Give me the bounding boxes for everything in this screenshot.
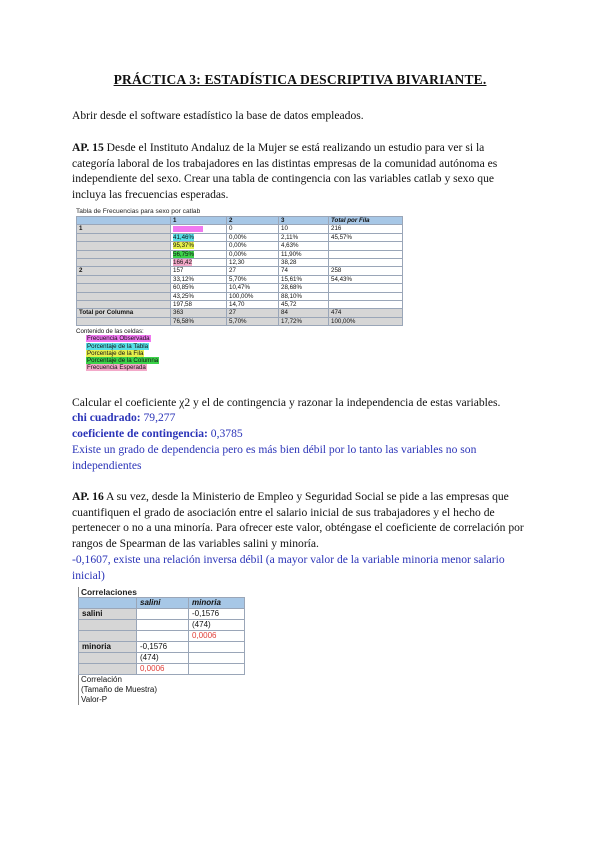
- table-cell: 10,47%: [227, 284, 279, 292]
- intro-text: Abrir desde el software estadístico la base de datos empleados.: [72, 109, 364, 122]
- table-cell: [189, 642, 245, 653]
- table-cell: [171, 250, 227, 258]
- table-cell: [329, 301, 403, 309]
- table-cell: 45,72: [279, 301, 329, 309]
- header-cell: salini: [137, 598, 189, 609]
- table-row: [79, 664, 245, 675]
- header-cell: [79, 598, 137, 609]
- table-cell: [329, 259, 403, 267]
- table-row: [77, 301, 403, 309]
- row-label: [77, 250, 171, 258]
- chi-result: [72, 410, 527, 426]
- table-cell: 11,90%: [279, 250, 329, 258]
- legend-label: Porcentaje de la Tabla: [87, 342, 149, 350]
- row-label: [77, 242, 171, 250]
- table-cell: 0,00%: [227, 242, 279, 250]
- row-label: [77, 259, 171, 267]
- p-value-cell: 0,0006: [137, 664, 189, 675]
- ap15-label: AP. 15: [72, 141, 104, 154]
- table-cell: 0: [227, 225, 279, 233]
- table-cell: 100,00%: [227, 292, 279, 300]
- legend-item: [76, 350, 402, 357]
- table-header-row: [79, 598, 245, 609]
- legend-item: [76, 335, 402, 342]
- table-header-row: [77, 217, 403, 225]
- table-cell: 4,63%: [279, 242, 329, 250]
- table-cell: 474: [329, 309, 403, 317]
- highlighted-value: 95,37%: [173, 242, 194, 250]
- table-cell: 74: [279, 267, 329, 275]
- table-cell: -0,1576: [189, 609, 245, 620]
- chi-label: chi cuadrado:: [72, 411, 141, 424]
- contingency-table-block: [76, 208, 402, 388]
- ap16-answer: -0,1607, existe una relación inversa débil (a mayor valor de la variable minoria menor salario inicial): [72, 553, 505, 582]
- row-label: [79, 631, 137, 642]
- row-label: [79, 620, 137, 631]
- row-label: [77, 275, 171, 283]
- total-row: [77, 309, 403, 317]
- table-cell: 84: [279, 309, 329, 317]
- table-cell: 216: [329, 225, 403, 233]
- table-cell: [329, 284, 403, 292]
- table-cell: [171, 259, 227, 267]
- table-row: [77, 284, 403, 292]
- table-cell: [171, 242, 227, 250]
- highlighted-value: 56,75%: [173, 250, 194, 258]
- ap15-text: Desde el Instituto Andaluz de la Mujer se está realizando un estudio para ver si la categoría laboral de los trabajadores en las distintas empresas de la comunidad autónoma es independiente del sexo. Crear una tabla de contingencia con las variables catlab y sexo que incluya las frecuencias esperadas.: [72, 141, 498, 201]
- table-cell: 157: [171, 267, 227, 275]
- table-cell: 38,28: [279, 259, 329, 267]
- table-cell: [171, 225, 227, 233]
- highlighted-value: 41,46%: [173, 233, 194, 241]
- table-row: [77, 250, 403, 258]
- table-cell: 100,00%: [329, 317, 403, 325]
- table-cell: 33,12%: [171, 275, 227, 283]
- table-cell: (474): [189, 620, 245, 631]
- row-label: [79, 664, 137, 675]
- table-cell: 0,00%: [227, 233, 279, 241]
- table-row: [77, 259, 403, 267]
- legend-label: Frecuencia Observada: [87, 335, 150, 343]
- table-cell: 27: [227, 309, 279, 317]
- table-row: [77, 225, 403, 233]
- table-row: [79, 620, 245, 631]
- footer-line: Correlación: [81, 675, 122, 684]
- row-label: 2: [77, 267, 171, 275]
- table-cell: [329, 292, 403, 300]
- legend-item: [76, 364, 402, 371]
- table-cell: 17,72%: [279, 317, 329, 325]
- cc-label: coeficiente de contingencia:: [72, 427, 208, 440]
- legend-title: Contenido de las celdas:: [76, 328, 144, 336]
- row-label: [77, 292, 171, 300]
- correlation-table: [78, 597, 245, 675]
- row-label: [77, 233, 171, 241]
- p-value-cell: 0,0006: [189, 631, 245, 642]
- table-row: [77, 275, 403, 283]
- table-cell: 0,00%: [227, 250, 279, 258]
- table-cell: [189, 653, 245, 664]
- table-cell: 14,70: [227, 301, 279, 309]
- row-label: [79, 653, 137, 664]
- cc-value: 0,3785: [207, 427, 243, 440]
- table-cell: [137, 631, 189, 642]
- table-cell: 27: [227, 267, 279, 275]
- table-cell: 197,58: [171, 301, 227, 309]
- legend-item: [76, 357, 402, 364]
- table-cell: [329, 250, 403, 258]
- table-cell: 15,61%: [279, 275, 329, 283]
- table-cell: 88,10%: [279, 292, 329, 300]
- table-cell: -0,1576: [137, 642, 189, 653]
- table-cell: [189, 664, 245, 675]
- correlation-footer: [78, 675, 268, 705]
- legend-label: Porcentaje de la Fila: [87, 349, 144, 357]
- table-cell: (474): [137, 653, 189, 664]
- table-cell: 60,85%: [171, 284, 227, 292]
- row-label: 1: [77, 225, 171, 233]
- table-cell: 258: [329, 267, 403, 275]
- ap15-paragraph: [72, 140, 527, 202]
- table-cell: 45,57%: [329, 233, 403, 241]
- chi-value: 79,277: [140, 411, 176, 424]
- page-title: PRÁCTICA 3: ESTADÍSTICA DESCRIPTIVA BIVARIANTE.: [113, 72, 487, 87]
- legend-item: [76, 343, 402, 350]
- footer-line: Valor-P: [81, 695, 108, 704]
- table-cell: 5,70%: [227, 317, 279, 325]
- chi-question: Calcular el coeficiente χ2 y el de contingencia y razonar la independencia de estas variables.: [72, 396, 501, 409]
- correlation-table-caption: Correlaciones: [78, 587, 268, 597]
- table-cell: 363: [171, 309, 227, 317]
- table-row: [79, 653, 245, 664]
- table-cell: 12,30: [227, 259, 279, 267]
- table-row: [77, 242, 403, 250]
- correlation-table-block: [78, 587, 268, 705]
- contingency-table: [76, 216, 403, 326]
- table-row: [77, 267, 403, 275]
- cc-result: [72, 426, 527, 442]
- table-row: [79, 609, 245, 620]
- table-row: [79, 642, 245, 653]
- table-cell: [137, 609, 189, 620]
- table-cell: [137, 620, 189, 631]
- highlight-mark: [173, 226, 203, 232]
- table-cell: 76,58%: [171, 317, 227, 325]
- contingency-table-caption: Tabla de Frecuencias para sexo por catlab: [76, 208, 201, 215]
- ap16-text: A su vez, desde la Ministerio de Empleo y Seguridad Social se pide a las empresas que cuantifiquen el grado de asociación entre el salario inicial de sus trabajadores y el hecho de pertenecer o no a una minoría. Para ofrecer este valor, obténgase el coeficiente de correlación por rangos de Spearman de las variables salini y minoría.: [72, 490, 524, 550]
- table-cell: 10: [279, 225, 329, 233]
- conclusion-text: Existe un grado de dependencia pero es más bien débil por lo tanto las variables no son independientes: [72, 443, 477, 472]
- table-cell: 28,68%: [279, 284, 329, 292]
- row-label: minoria: [79, 642, 137, 653]
- total-row: [77, 317, 403, 325]
- ap16-label: AP. 16: [72, 490, 104, 503]
- table-cell: 54,43%: [329, 275, 403, 283]
- table-cell: 5,70%: [227, 275, 279, 283]
- table-row: [77, 233, 403, 241]
- total-label: [77, 317, 171, 325]
- row-label: salini: [79, 609, 137, 620]
- legend-label: Porcentaje de la Columna: [87, 357, 159, 365]
- table-cell: [171, 233, 227, 241]
- header-cell: [77, 217, 171, 225]
- footer-line: (Tamaño de Muestra): [81, 685, 158, 694]
- legend-label: Frecuencia Esperada: [87, 364, 146, 372]
- header-cell: 3: [279, 217, 329, 225]
- total-label: Total por Columna: [77, 309, 171, 317]
- table-cell: [329, 242, 403, 250]
- header-cell: 1: [171, 217, 227, 225]
- highlighted-value: 166,42: [173, 259, 192, 267]
- row-label: [77, 301, 171, 309]
- header-cell: Total por Fila: [329, 217, 403, 225]
- row-label: [77, 284, 171, 292]
- table-cell: 43,25%: [171, 292, 227, 300]
- header-cell: minoria: [189, 598, 245, 609]
- table-row: [79, 631, 245, 642]
- cell-contents-legend: [76, 328, 402, 371]
- table-row: [77, 292, 403, 300]
- table-cell: 2,11%: [279, 233, 329, 241]
- ap16-paragraph: [72, 489, 527, 551]
- header-cell: 2: [227, 217, 279, 225]
